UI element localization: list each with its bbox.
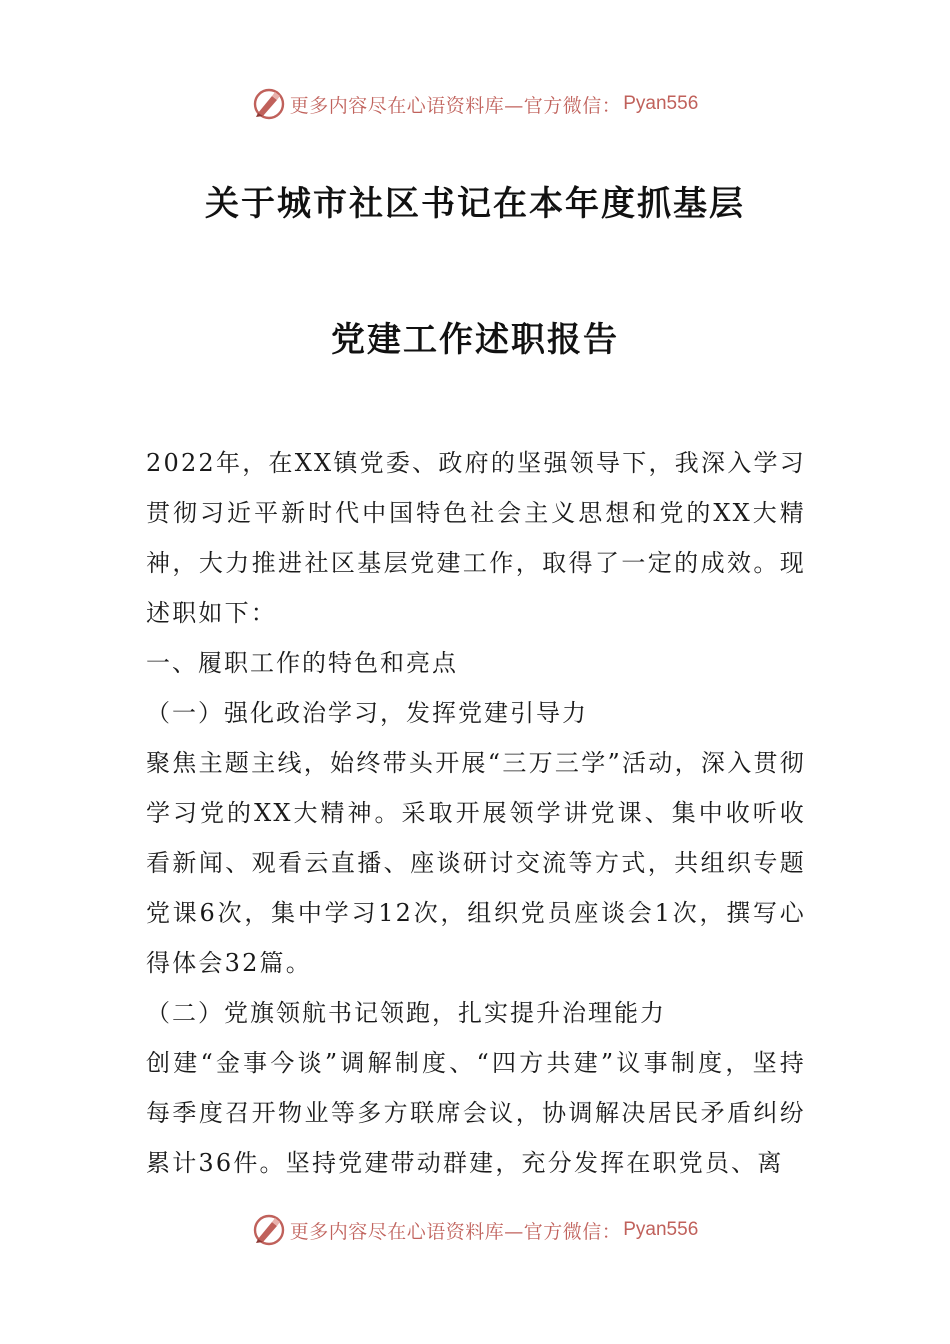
subsection-paragraph-1: 聚焦主题主线，始终带头开展“三万三学”活动，深入贯彻学习党的XX大精神。采取开展领学讲党课、集中收听收看新闻、观看云直播、座谈研讨交流等方式，共组织专题党课6次，集中学习12次，组织党员座谈会1次，撰写心得体会32篇。 — [146, 749, 806, 977]
document-title-line2: 党建工作述职报告 — [331, 320, 619, 360]
intro-paragraph: 2022年，在XX镇党委、政府的坚强领导下，我深入学习贯彻习近平新时代中国特色社会主义思想和党的XX大精神，大力推进社区基层党建工作，取得了一定的成效。现述职如下： — [146, 449, 806, 627]
subsection-heading-2: （二）党旗领航书记领跑，扎实提升治理能力 — [146, 999, 666, 1027]
header-watermark — [0, 84, 950, 124]
watermark-text: 更多内容尽在心语资料库—官方微信： — [289, 1220, 622, 1243]
pen-logo-icon — [252, 87, 286, 121]
section-heading: 一、履职工作的特色和亮点 — [146, 649, 458, 677]
subsection-heading-1: （一）强化政治学习，发挥党建引导力 — [146, 699, 588, 727]
document-title-line1: 关于城市社区书记在本年度抓基层 — [205, 184, 745, 224]
pen-logo-icon — [252, 1213, 286, 1247]
document-body — [146, 438, 806, 1188]
subsection-paragraph-2: 创建“金事今谈”调解制度、“四方共建”议事制度，坚持每季度召开物业等多方联席会议，协调解决居民矛盾纠纷累计36件。坚持党建带动群建，充分发挥在职党员、离 — [146, 1049, 806, 1177]
footer-watermark — [0, 1210, 950, 1250]
watermark-account: Pyan556 — [623, 93, 699, 114]
watermark-text: 更多内容尽在心语资料库—官方微信： — [289, 94, 622, 117]
watermark-account: Pyan556 — [623, 1219, 699, 1240]
